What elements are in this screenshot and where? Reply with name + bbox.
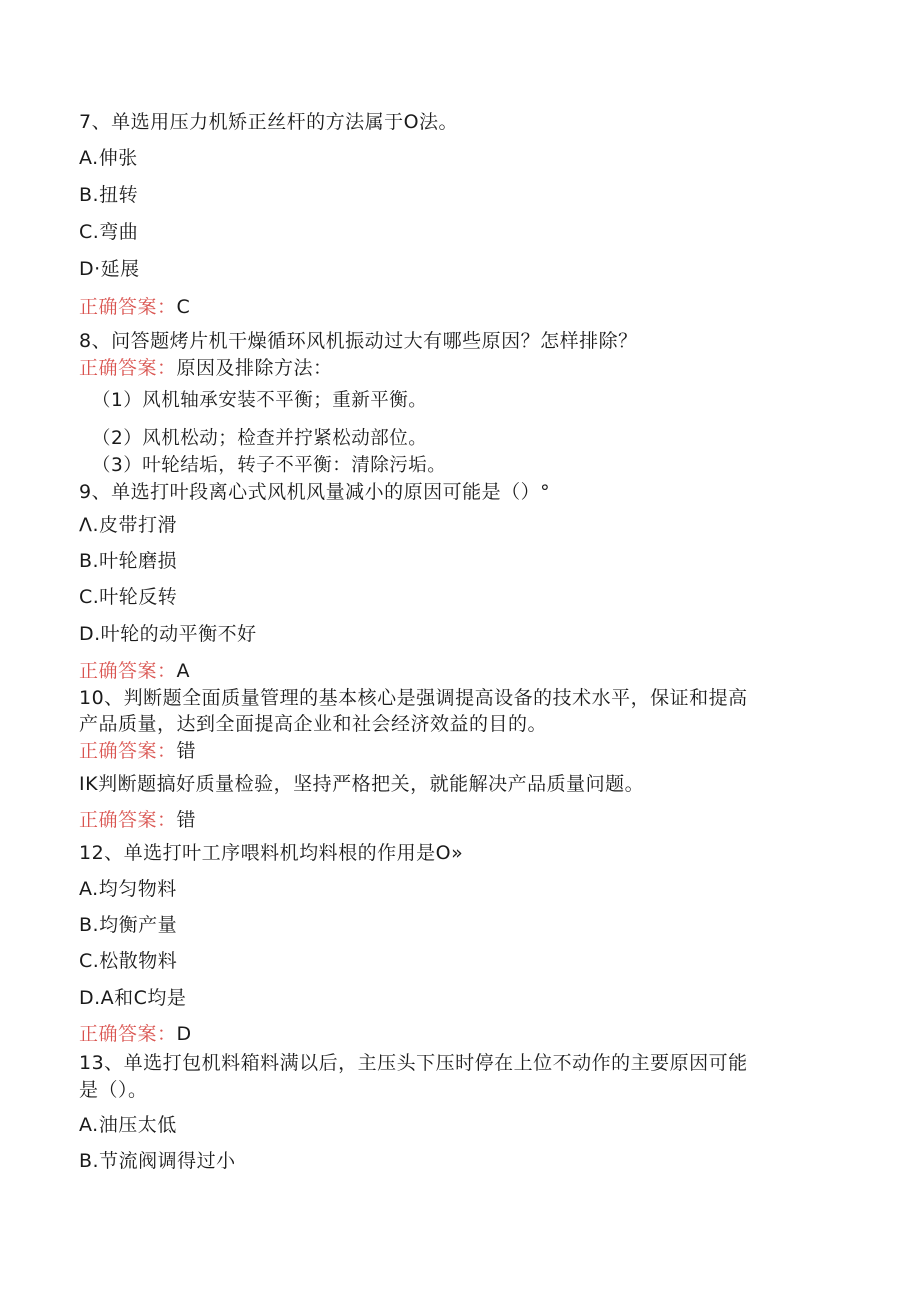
option-a: A.伸张 <box>79 147 138 169</box>
option-d: D.A和C均是 <box>79 987 187 1009</box>
answer-label: 正确答案： <box>79 740 177 762</box>
answer-8 <box>79 356 333 380</box>
answer-8-item-3: （3）叶轮结垢，转子不平衡：清除污垢。 <box>92 455 447 476</box>
question-10-line-2: 产品质量，达到全面提高企业和社会经济效益的目的。 <box>79 713 548 735</box>
question-8: 8、问答题烤片机干燥循环风机振动过大有哪些原因？怎样排除？ <box>79 330 638 352</box>
answer-label: 正确答案： <box>79 660 177 682</box>
question-12: 12、单选打叶工序喂料机均料根的作用是O» <box>79 842 464 864</box>
answer-9 <box>79 659 190 683</box>
option-d: D·延展 <box>79 258 140 280</box>
question-13-line-2: 是（）。 <box>79 1079 148 1101</box>
option-a: A.油压太低 <box>79 1114 177 1136</box>
question-11: IK判断题搞好质量检验，坚持严格把关，就能解决产品质量问题。 <box>79 773 645 795</box>
answer-12 <box>79 1022 192 1046</box>
answer-value: A <box>176 660 191 682</box>
option-c: C.叶轮反转 <box>79 586 178 608</box>
question-13-line-1: 13、单选打包机料箱料满以后，主压头下压时停在上位不动作的主要原因可能 <box>79 1052 748 1074</box>
answer-10 <box>79 739 196 763</box>
option-b: B.节流阀调得过小 <box>79 1150 236 1172</box>
option-b: B.扭转 <box>79 184 139 206</box>
option-c: C.弯曲 <box>79 221 139 243</box>
answer-value: 错 <box>176 809 197 831</box>
answer-value: C <box>176 296 191 318</box>
option-a: A.均匀物料 <box>79 878 177 900</box>
answer-label: 正确答案： <box>79 809 177 831</box>
option-b: B.叶轮磨损 <box>79 550 178 572</box>
answer-label: 正确答案： <box>79 357 177 379</box>
answer-label: 正确答案： <box>79 1023 177 1045</box>
answer-8-item-2: （2）风机松动；检查并拧紧松动部位。 <box>92 428 428 449</box>
question-9: 9、单选打叶段离心式风机风量减小的原因可能是（）° <box>79 481 551 503</box>
option-c: C.松散物料 <box>79 950 178 972</box>
answer-7 <box>79 295 190 319</box>
answer-11 <box>79 808 196 832</box>
answer-value: 原因及排除方法： <box>176 357 333 379</box>
option-b: B.均衡产量 <box>79 914 178 936</box>
answer-8-item-1: （1）风机轴承安装不平衡；重新平衡。 <box>92 390 428 411</box>
answer-value: D <box>176 1023 192 1045</box>
option-d: D.叶轮的动平衡不好 <box>79 623 257 645</box>
question-10-line-1: 10、判断题全面质量管理的基本核心是强调提高设备的技术水平，保证和提高 <box>79 687 748 709</box>
answer-value: 错 <box>176 740 197 762</box>
option-a: Λ.皮带打滑 <box>79 514 178 536</box>
answer-label: 正确答案： <box>79 296 177 318</box>
question-7: 7、单选用压力机矫正丝杆的方法属于O法。 <box>79 111 459 133</box>
